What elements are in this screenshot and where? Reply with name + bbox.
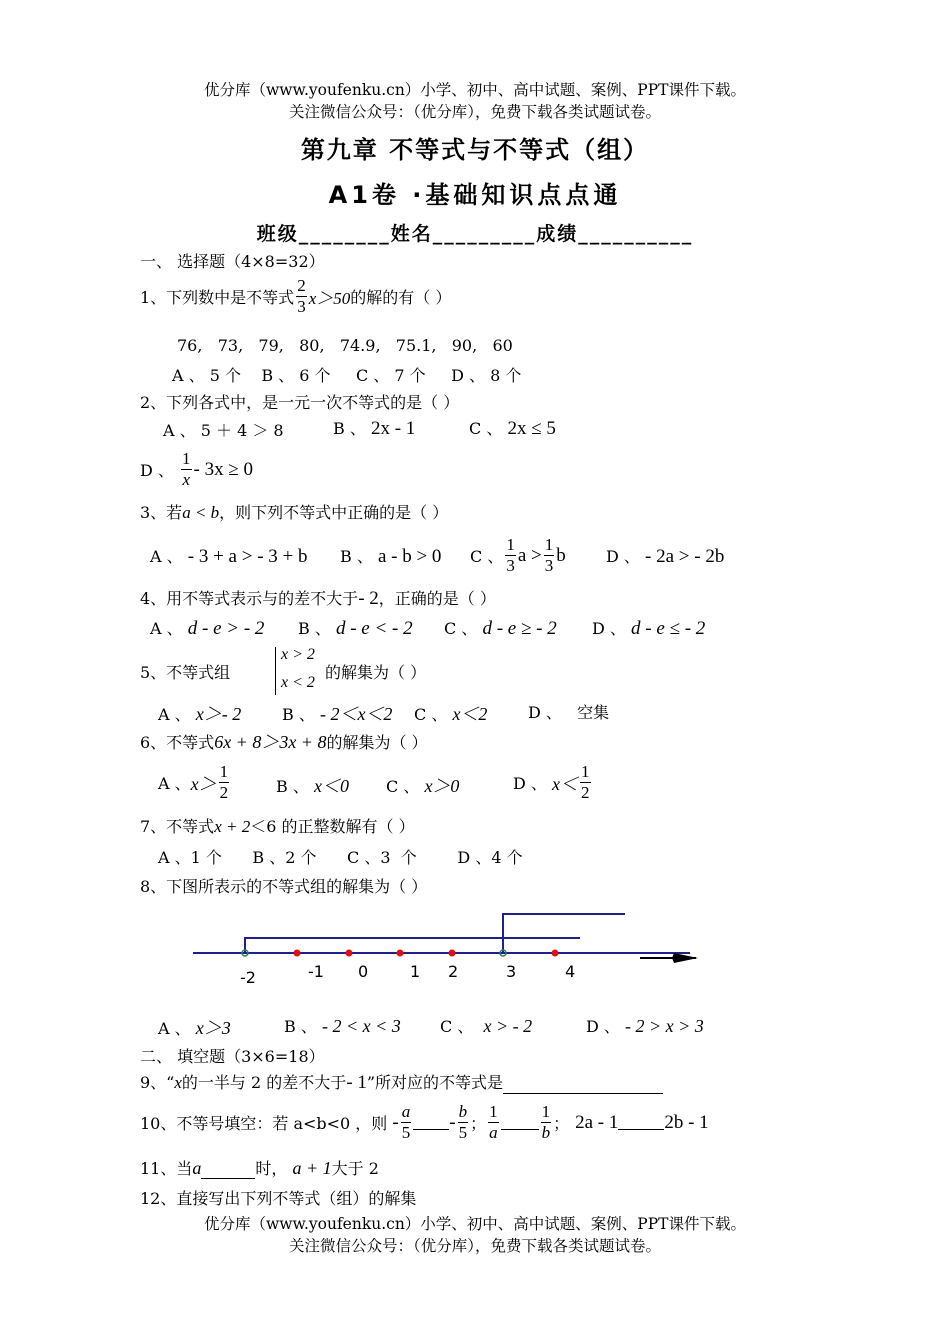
number-line-figure	[0, 900, 950, 1000]
header-line-1: 优分库（www.youfenku.cn）小学、初中、高中试题、案例、PPT课件下载。	[203, 81, 747, 99]
q6-option-c: C 、 x＞0	[386, 776, 460, 796]
q4-option-c: C 、 d - e ≥ - 2	[444, 618, 557, 639]
q5-suffix: 的解集为（ ）	[325, 663, 427, 682]
q5-option-a: A 、 x＞- 2	[158, 704, 242, 724]
q4-option-b: B 、 d - e < - 2	[298, 618, 413, 639]
tick-dot-minus-1	[294, 950, 301, 957]
tick-dot-2	[449, 950, 456, 957]
q5-option-c: C 、 x＜2	[414, 704, 488, 724]
tick-label-3: 3	[506, 962, 517, 981]
tick-dot-1	[397, 950, 404, 957]
q1-fraction: $\frac{2}{3}$	[297, 276, 306, 316]
question-7: 7、不等式x + 2＜6 的正整数解有（ ）	[140, 817, 415, 836]
question-6: 6、不等式6x + 8＞3x + 8的解集为（ ）	[140, 732, 428, 752]
tick-label-4: 4	[565, 962, 576, 981]
header-line-2: 关注微信公众号：（优分库），免费下载各类试题试卷。	[288, 103, 661, 121]
q1-options: A 、 5 个 B 、 6 个 C 、 7 个 D 、 8 个	[172, 366, 522, 385]
tick-label-1: 1	[410, 962, 421, 981]
q10-blank-1[interactable]	[413, 1115, 449, 1130]
tick-label-2: 2	[448, 962, 459, 981]
q5-line-2: x < 2	[281, 674, 315, 691]
chapter-title: 第九章 不等式与不等式（组）	[300, 136, 650, 164]
question-10: 10、不等号填空：若 a<b<0 ，则 - $\frac{a}{5}$ - $\frac{b}{5}$ ； $\frac{1}{a}$ $\frac{1}{b}$ ； 2a - 1 2b - 1	[140, 1102, 709, 1142]
q1-prefix: 1、下列数中是不等式	[140, 288, 295, 307]
q1-values: 76, 73, 79, 80, 74.9, 75.1, 90, 60	[177, 336, 513, 355]
q5-option-d: D 、 空集	[528, 703, 610, 722]
q2-option-d: D 、 $\frac{1}{x}$ - 3x ≥ 0	[140, 449, 254, 489]
section-2-heading: 二、 填空题（3×6=18）	[140, 1047, 325, 1066]
q9-answer-blank[interactable]	[503, 1077, 663, 1094]
q10-blank-2[interactable]	[501, 1115, 539, 1130]
q2-option-b: B 、 2x - 1	[333, 418, 416, 439]
question-4: 4、用不等式表示与的差不大于- 2，正确的是（ ）	[140, 588, 496, 609]
tick-dot-4	[552, 950, 559, 957]
q5-brace	[275, 647, 276, 695]
q2-option-a: A 、 5 ＋ 4 ＞ 8	[163, 421, 284, 440]
q8-option-b: B 、 - 2 < x < 3	[284, 1016, 401, 1036]
tick-label-minus-2: -2	[240, 968, 256, 987]
q4-option-a: A 、 d - e > - 2	[150, 618, 265, 639]
q1-suffix: 的解的有（ ）	[350, 288, 452, 307]
question-8: 8、下图所表示的不等式组的解集为（ ）	[140, 877, 428, 896]
q3-option-b: B 、 a - b > 0	[340, 546, 442, 567]
q5-line-1: x > 2	[281, 646, 315, 663]
question-1	[140, 276, 451, 317]
tick-dot-0	[346, 950, 353, 957]
question-3: 3、若a < b，则下列不等式中正确的是（ ）	[140, 503, 449, 522]
question-2: 2、下列各式中，是一元一次不等式的是（ ）	[140, 393, 460, 412]
range-line-from-3	[503, 914, 625, 953]
student-info-line: 班级________姓名_________成绩__________	[256, 223, 694, 245]
question-9: 9、“x的一半与 2 的差不大于- 1”所对应的不等式是	[140, 1070, 663, 1094]
paper-subtitle: A1卷 ·基础知识点点通	[328, 181, 622, 209]
question-12: 12、直接写出下列不等式（组）的解集	[140, 1189, 417, 1208]
q3-option-d: D 、 - 2a > - 2b	[606, 546, 725, 567]
q10-blank-3[interactable]	[618, 1115, 664, 1130]
q4-option-d: D 、 d - e ≤ - 2	[592, 618, 706, 639]
q5-option-b: B 、 - 2＜x＜2	[282, 704, 393, 724]
q2-option-c: C 、 2x ≤ 5	[469, 418, 556, 439]
footer-line-2: 关注微信公众号：（优分库），免费下载各类试题试卷。	[288, 1237, 661, 1255]
q6-option-a: A 、 x＞ $\frac{1}{2}$	[158, 762, 229, 802]
q1-expression: x＞50	[308, 289, 351, 308]
q8-option-a: A 、 x＞3	[158, 1018, 231, 1038]
q3-option-a: A 、 - 3 + a > - 3 + b	[150, 546, 308, 567]
q11-answer-blank[interactable]	[201, 1164, 255, 1179]
tick-label-minus-1: -1	[308, 962, 324, 981]
question-11: 11、当a 时， a + 1大于 2	[140, 1158, 379, 1178]
tick-label-0: 0	[358, 962, 369, 981]
q5-prefix: 5、不等式组	[140, 663, 231, 682]
q6-option-d: D 、 x＜ $\frac{1}{2}$	[513, 762, 590, 802]
section-1-heading: 一、 选择题（4×8=32）	[140, 252, 325, 271]
q8-option-c: C 、 x > - 2	[440, 1016, 533, 1036]
q7-options: A 、1 个 B 、2 个 C 、3 个 D 、4 个	[158, 848, 523, 867]
q8-option-d: D 、 - 2 > x > 3	[586, 1016, 704, 1036]
footer-line-1: 优分库（www.youfenku.cn）小学、初中、高中试题、案例、PPT课件下载。	[203, 1215, 747, 1233]
q3-option-c: C 、 $\frac{1}{3}$ a > $\frac{1}{3}$ b	[470, 535, 566, 575]
q6-option-b: B 、 x＜0	[276, 776, 349, 796]
